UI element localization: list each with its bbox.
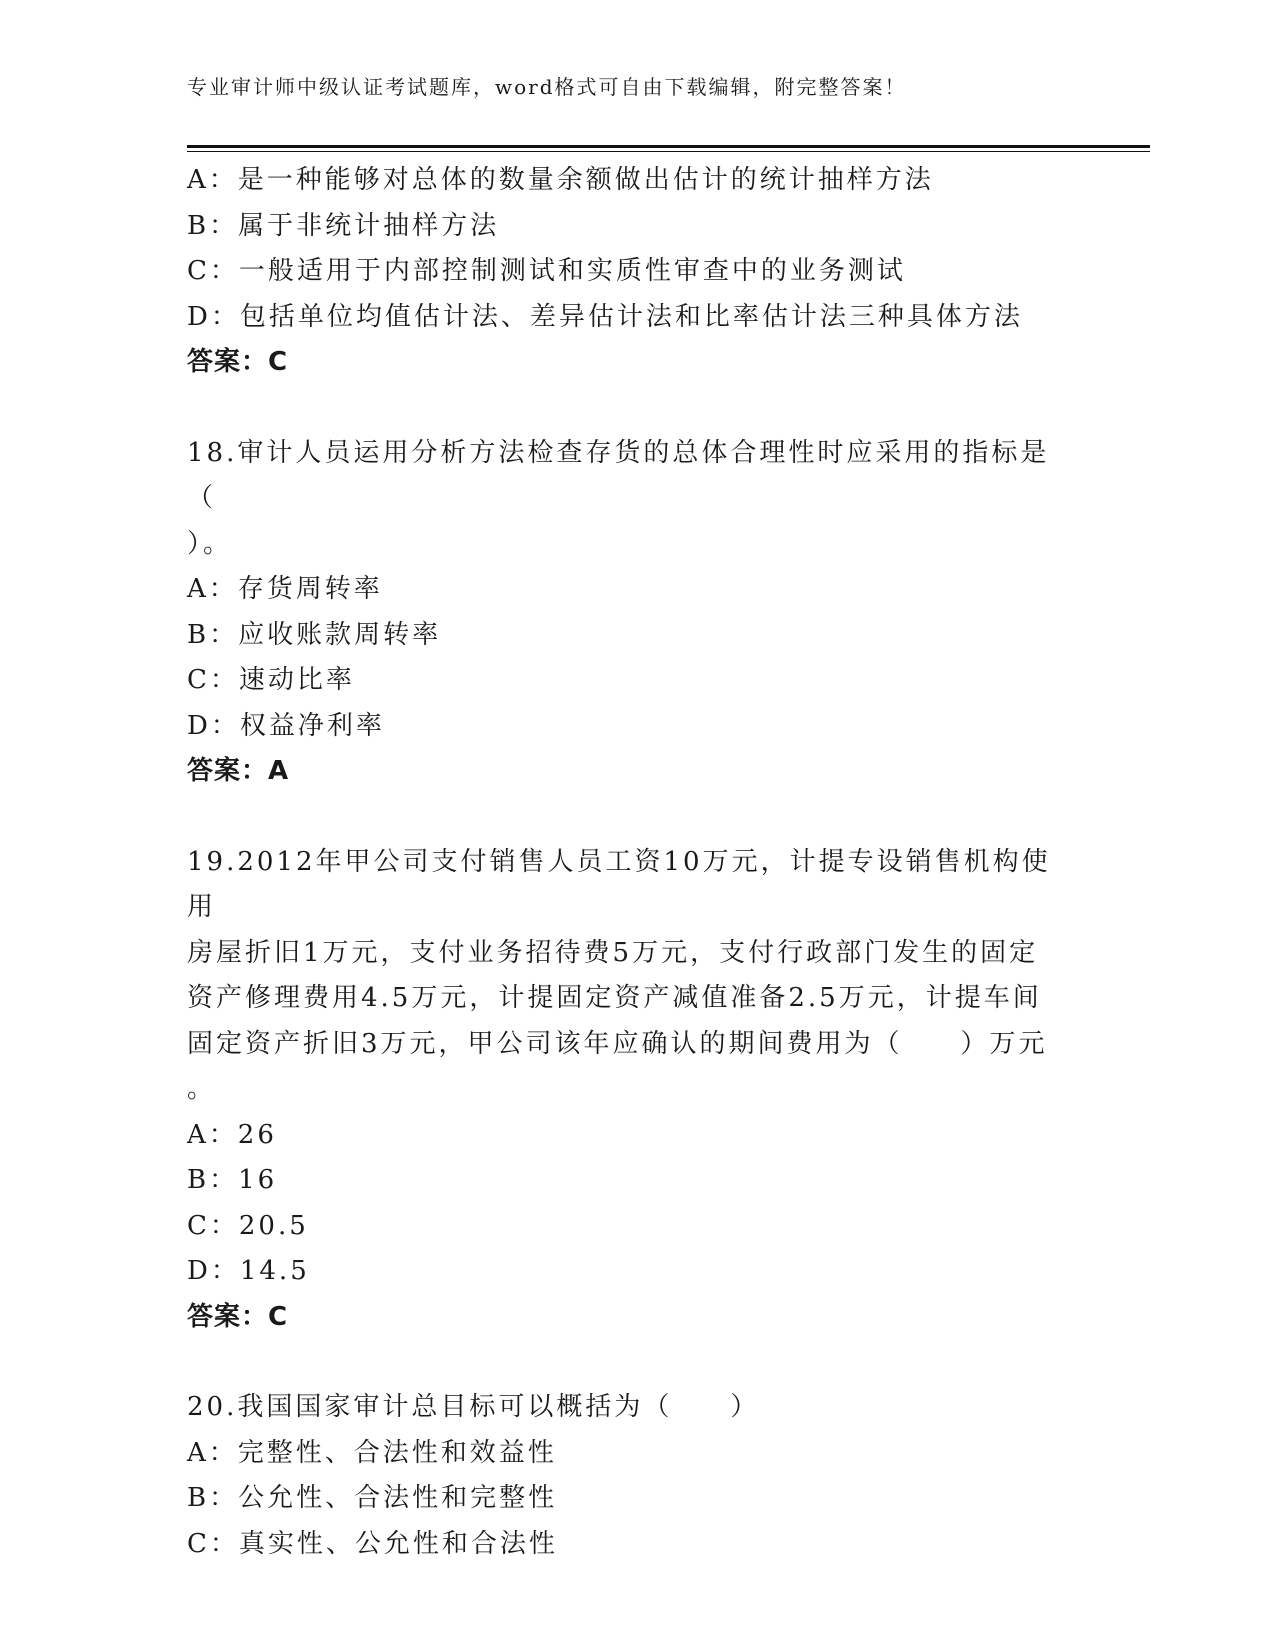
q18-answer: 答案：A [187, 756, 290, 786]
q19-stem-line-2: 房屋折旧1万元，支付业务招待费5万元，支付行政部门发生的固定 [187, 937, 1039, 968]
q18-stem-line-2: ）。 [187, 528, 233, 559]
spacer [187, 1340, 1077, 1385]
q19-option-d: D：14.5 [187, 1256, 310, 1286]
q18-option-a: A：存货周转率 [187, 574, 383, 604]
q17-answer: 答案：C [187, 347, 289, 377]
spacer [187, 386, 1077, 431]
q19-option-b: B：16 [187, 1165, 278, 1195]
q20-option-a: A：完整性、合法性和效益性 [187, 1437, 557, 1468]
q19-stem-line-3: 资产修理费用4.5万元，计提固定资产减值准备2.5万元，计提车间 [187, 983, 1042, 1013]
q18-option-d: D：权益净利率 [187, 710, 385, 741]
q19-option-a: A：26 [187, 1119, 277, 1150]
page-header: 专业审计师中级认证考试题库，word格式可自由下载编辑，附完整答案！ [187, 75, 907, 99]
q19-option-c: C：20.5 [187, 1210, 309, 1241]
q19-answer: 答案：C [187, 1301, 289, 1332]
q18-option-b: B：应收账款周转率 [187, 619, 442, 650]
q19-stem-line-5: 。 [187, 1074, 217, 1104]
q17-option-d: D：包括单位均值估计法、差异估计法和比率估计法三种具体方法 [187, 301, 1023, 332]
q20-option-b: B：公允性、合法性和完整性 [187, 1483, 558, 1513]
q19-stem-line-4: 固定资产折旧3万元，甲公司该年应确认的期间费用为（ ）万元 [187, 1028, 1048, 1059]
spacer [187, 795, 1077, 840]
q19-stem-line-1: 19.2012年甲公司支付销售人员工资10万元，计提专设销售机构使用 [187, 846, 1051, 922]
q18-stem-line-1: 18.审计人员运用分析方法检查存货的总体合理性时应采用的指标是（ [187, 437, 1050, 513]
q17-option-c: C：一般适用于内部控制测试和实质性审查中的业务测试 [187, 256, 906, 286]
q18-option-c: C：速动比率 [187, 665, 355, 695]
q17-option-a: A：是一种能够对总体的数量余额做出估计的统计抽样方法 [187, 165, 934, 195]
header-rule-thin [187, 151, 1150, 152]
header-rule-thick [187, 145, 1150, 148]
q17-option-b: B：属于非统计抽样方法 [187, 210, 500, 241]
question-content [187, 158, 1077, 1567]
q20-stem: 20.我国国家审计总目标可以概括为（ ） [187, 1392, 760, 1422]
q20-option-c: C：真实性、公允性和合法性 [187, 1528, 558, 1559]
